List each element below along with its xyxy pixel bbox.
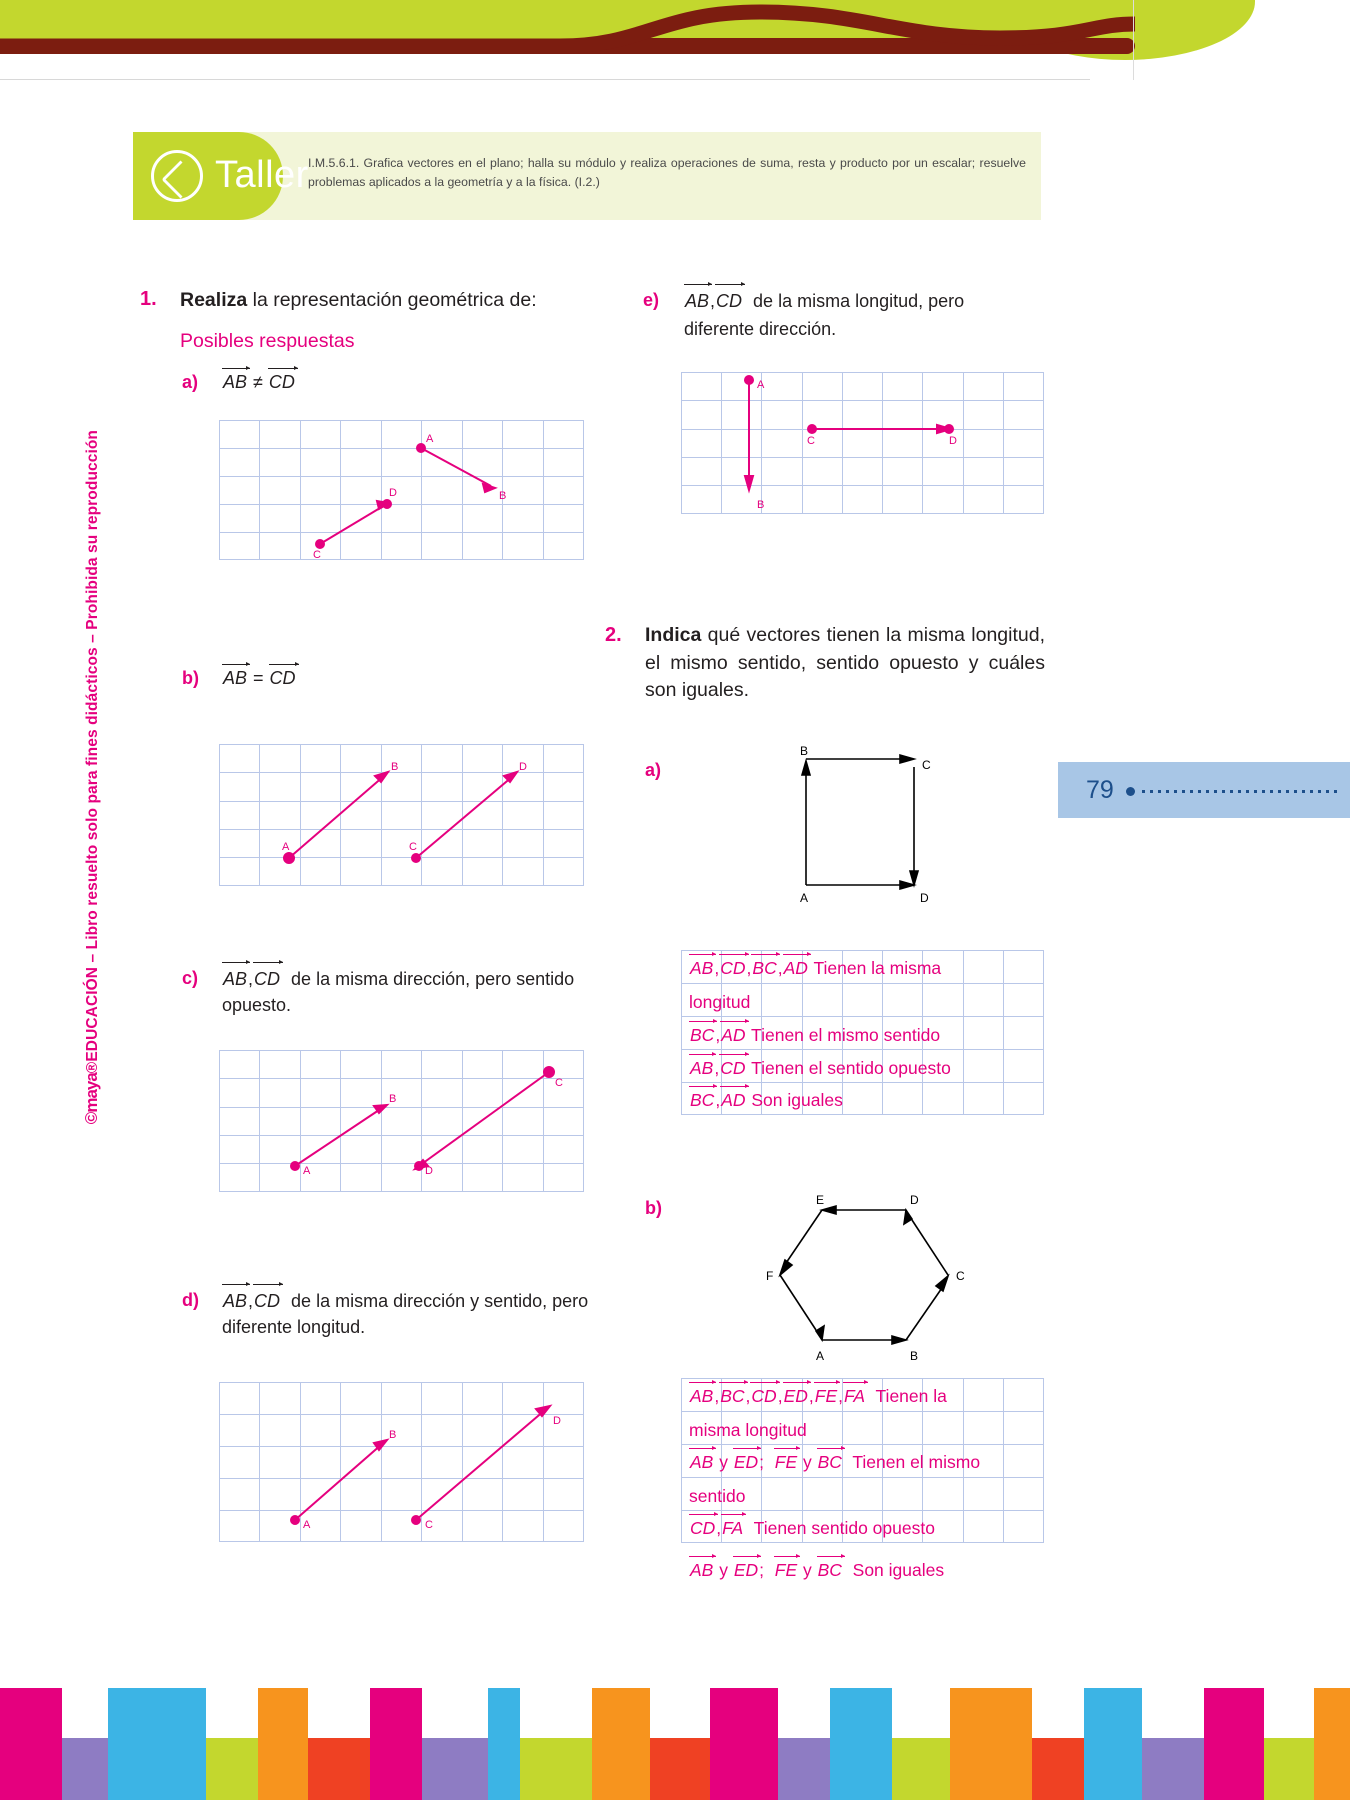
vector-ed: ED [733, 1560, 759, 1580]
pencil-icon [151, 150, 203, 202]
answer-2b-line-6: AB y ED; FE y BC Son iguales [690, 1560, 945, 1580]
svg-text:A: A [816, 1349, 825, 1363]
vector-fe: FE [774, 1560, 798, 1580]
taller-header [133, 132, 1041, 220]
vector-ad: AD [721, 1025, 746, 1045]
footer-bar [830, 1688, 892, 1800]
svg-text:A: A [757, 379, 765, 391]
vector-cd-label: CD [715, 288, 743, 316]
exercise-1-answer-label: Posibles respuestas [180, 330, 355, 352]
vector-ad: AD [721, 1090, 746, 1110]
vector-ab: AB [690, 1058, 714, 1078]
svg-text:D: D [553, 1415, 561, 1427]
exercise-1-number: 1. [140, 288, 157, 310]
item-2b-letter: b) [645, 1198, 662, 1218]
footer-bar [710, 1688, 778, 1800]
vector-ed: ED [783, 1386, 808, 1406]
vector-cd: CD [751, 1386, 777, 1406]
footer-bar [422, 1738, 488, 1800]
footer-bar [1264, 1738, 1314, 1800]
vector-bc: BC [690, 1090, 715, 1110]
copyright-text: ®EDUCACIÓN – Libro resuelto solo para fines didácticos – Prohibida su reproducción [84, 430, 101, 1074]
item-2a-letter: a) [645, 760, 662, 780]
vector-bc: BC [817, 1452, 842, 1472]
relation-symbol: = [248, 668, 269, 688]
vector-ab: AB [690, 1560, 714, 1580]
band-wave [0, 0, 1350, 80]
figure-1e [681, 372, 1044, 514]
footer-bar [1204, 1688, 1264, 1800]
svg-text:C: C [956, 1269, 965, 1283]
item-1d-description: de la misma dirección y sentido, pero diferente longitud. [222, 1291, 589, 1338]
svg-text:B: B [389, 1093, 397, 1105]
vector-ad: AD [783, 958, 808, 978]
exercise-2-number: 2. [605, 624, 622, 646]
page-dot [1126, 787, 1135, 796]
answer-2a-text-3: Tienen el mismo sentido [751, 1025, 941, 1045]
answer-2b-line-4: sentido [689, 1486, 746, 1506]
vector-ab-label: AB [684, 288, 710, 316]
answer-2a-line-5: BC,AD Son iguales [690, 1090, 843, 1110]
vector-cd: CD [720, 1058, 746, 1078]
footer-bar [258, 1688, 308, 1800]
item-1d-letter: d) [182, 1290, 199, 1310]
vector-bc: BC [690, 1025, 715, 1045]
exercise-2-prompt [645, 622, 1045, 705]
vector-ab: AB [690, 1386, 714, 1406]
answer-2b-line-2: misma longitud [689, 1420, 807, 1440]
vector-bc: BC [720, 1386, 745, 1406]
svg-text:B: B [910, 1349, 919, 1363]
svg-text:B: B [757, 499, 765, 511]
vector-bc: BC [817, 1560, 842, 1580]
item-1d-text: AB,CD de la misma dirección y sentido, pero diferente longitud. [222, 1288, 590, 1340]
footer-bar [1314, 1688, 1350, 1800]
footer-bar [892, 1738, 950, 1800]
svg-text:A: A [282, 841, 290, 853]
svg-text:D: D [389, 487, 397, 499]
vector-cd-label: CD [268, 372, 295, 392]
vector-fe: FE [814, 1386, 838, 1406]
page-dotted-line [1142, 790, 1342, 793]
item-1b-letter: b) [182, 668, 199, 688]
footer-bar [488, 1688, 520, 1800]
vector-ab-label: AB [222, 1288, 248, 1314]
svg-text:A: A [303, 1165, 311, 1177]
footer-bar [308, 1738, 370, 1800]
footer-color-bars [0, 1688, 1350, 1800]
figure-1a [219, 420, 584, 560]
svg-text:D: D [519, 761, 527, 773]
footer-bar [650, 1738, 710, 1800]
taller-standard-text: I.M.5.6.1. Grafica vectores en el plano; halla su módulo y realiza operaciones de suma, resta y producto por un escalar; resuelve problemas aplicados a la geometría y a la física. (I.2.) [308, 156, 1026, 190]
exercise-1-prompt-bold: Realiza [180, 289, 248, 311]
item-1a-letter: a) [182, 372, 199, 392]
answer-2b-text-1: Tienen la [875, 1386, 947, 1406]
answer-2a-line-2: longitud [689, 992, 751, 1012]
svg-text:B: B [389, 1429, 397, 1441]
item-1e-letter: e) [643, 290, 660, 310]
footer-bar [206, 1738, 258, 1800]
vector-cd: CD [690, 1518, 716, 1538]
answer-2a-line-4: AB,CD Tienen el sentido opuesto [690, 1058, 951, 1078]
footer-bar [1142, 1738, 1204, 1800]
svg-text:D: D [949, 435, 957, 447]
svg-text:A: A [800, 891, 809, 905]
answer-2a-line-3: BC,AD Tienen el mismo sentido [690, 1025, 941, 1045]
item-1a-text [222, 372, 296, 393]
vector-cd-label: CD [269, 668, 296, 688]
item-1b-text [222, 668, 297, 689]
vector-fa: FA [844, 1386, 866, 1406]
taller-title: Taller [215, 154, 309, 196]
figure-1c [219, 1050, 584, 1192]
vector-fe: FE [774, 1452, 798, 1472]
svg-text:A: A [303, 1519, 311, 1531]
footer-bar [1032, 1738, 1084, 1800]
vector-cd-label: CD [253, 1288, 281, 1314]
footer-bar [778, 1738, 830, 1800]
footer-bar [520, 1738, 592, 1800]
top-decorative-band [0, 0, 1350, 80]
footer-bar [950, 1688, 1032, 1800]
vector-ab: AB [690, 1452, 714, 1472]
exercise-1-prompt-rest: la representación geométrica de: [247, 289, 537, 311]
answer-2b-text-5: Tienen sentido opuesto [753, 1518, 935, 1538]
svg-text:C: C [313, 549, 321, 560]
answer-2a-line-1: AB,CD,BC,AD Tienen la misma [690, 958, 942, 978]
vector-bc: BC [752, 958, 777, 978]
exercise-2-prompt-bold: Indica [645, 624, 702, 646]
publisher-brand: ©maya [82, 1073, 101, 1125]
vector-cd-label: CD [253, 966, 281, 992]
answer-2b-text-3: Tienen el mismo [852, 1452, 981, 1472]
answer-2a-text-4: Tienen el sentido opuesto [751, 1058, 951, 1078]
answer-2b-line-3: AB y ED; FE y BC Tienen el mismo [690, 1452, 981, 1472]
vector-ab-label: AB [222, 966, 248, 992]
vector-ed: ED [733, 1452, 759, 1472]
relation-symbol: ≠ [248, 372, 268, 392]
answer-2a-text-1: Tienen la misma [813, 958, 942, 978]
figure-1b [219, 744, 584, 886]
answer-2b-text-6: Son iguales [852, 1560, 945, 1580]
svg-text:F: F [766, 1269, 774, 1283]
svg-text:C: C [425, 1519, 433, 1531]
figure-1d [219, 1382, 584, 1542]
svg-text:B: B [391, 761, 399, 773]
svg-text:C: C [807, 435, 815, 447]
answer-2b-line-1: AB,BC,CD,ED,FE,FA Tienen la [690, 1386, 947, 1406]
exercise-2-prompt-rest: qué vectores tienen la misma longitud, el mismo sentido, sentido opuesto y cuáles son iguales. [645, 624, 1045, 702]
svg-text:B: B [499, 490, 507, 502]
answer-2b-line-5: CD,FA Tienen sentido opuesto [690, 1518, 935, 1538]
answer-2a-text-5: Son iguales [751, 1090, 843, 1110]
svg-text:C: C [409, 841, 417, 853]
copyright-note [82, 430, 102, 1124]
svg-text:A: A [426, 433, 434, 445]
vector-ab: AB [690, 958, 714, 978]
figure-2b-hexagon [760, 1190, 980, 1375]
footer-bar [0, 1688, 62, 1800]
item-1e-description: de la misma longitud, pero diferente dirección. [684, 291, 965, 339]
footer-bar [62, 1738, 108, 1800]
svg-text:D: D [920, 891, 929, 905]
item-1c-text: AB,CD de la misma dirección, pero sentido opuesto. [222, 966, 592, 1018]
svg-text:D: D [910, 1193, 919, 1207]
footer-bar [592, 1688, 650, 1800]
svg-text:E: E [816, 1193, 825, 1207]
footer-bar [108, 1688, 206, 1800]
page-number: 79 [1086, 776, 1114, 804]
svg-text:B: B [800, 745, 809, 758]
item-1c-description: de la misma dirección, pero sentido opuesto. [222, 969, 575, 1016]
header-right-rule [1133, 0, 1134, 80]
vector-ab-label: AB [223, 668, 248, 688]
vector-cd: CD [720, 958, 746, 978]
svg-text:C: C [922, 758, 931, 772]
svg-text:C: C [555, 1077, 563, 1089]
vector-fa: FA [722, 1518, 744, 1538]
exercise-1-prompt [180, 287, 610, 315]
footer-bar [370, 1688, 422, 1800]
item-1c-letter: c) [182, 968, 199, 988]
svg-text:D: D [425, 1165, 433, 1177]
footer-bar [1084, 1688, 1142, 1800]
vector-ab-label: AB [223, 372, 248, 392]
item-1e-text: AB,CD de la misma longitud, pero diferente dirección. [684, 288, 1004, 344]
figure-2a-square [760, 745, 980, 910]
header-rule [0, 79, 1090, 80]
